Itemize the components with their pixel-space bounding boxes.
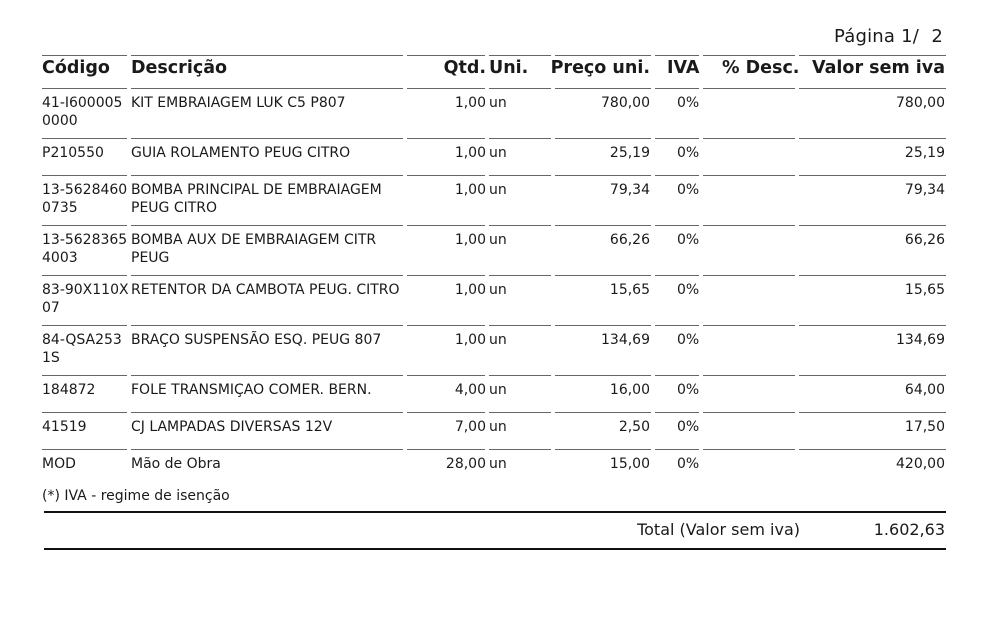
row-rule [42, 325, 127, 326]
header-unit: Uni. [489, 58, 529, 78]
cell-value: 79,34 [904, 182, 945, 198]
cell-unit-price: 134,69 [601, 332, 650, 348]
row-rule [131, 325, 403, 326]
cell-code: 41519 [42, 419, 87, 435]
cell-quantity: 1,00 [454, 95, 486, 111]
cell-quantity: 1,00 [454, 282, 486, 298]
row-rule [131, 225, 403, 226]
cell-value: 66,26 [904, 232, 945, 248]
row-rule [489, 449, 551, 450]
row-rule [42, 225, 127, 226]
row-rule [407, 225, 485, 226]
cell-value: 15,65 [904, 282, 945, 298]
header-rule [655, 88, 699, 89]
row-rule [42, 412, 127, 413]
row-rule [489, 275, 551, 276]
header-rule [407, 88, 485, 89]
header-code: Código [42, 58, 110, 78]
cell-quantity: 7,00 [454, 419, 486, 435]
cell-unit: un [489, 182, 507, 198]
page-current: 1/ [901, 26, 920, 47]
row-rule [131, 449, 403, 450]
header-rule [799, 88, 946, 89]
row-rule [703, 138, 795, 139]
cell-value: 780,00 [896, 95, 945, 111]
cell-unit-price: 79,34 [609, 182, 650, 198]
cell-code: P210550 [42, 145, 104, 161]
row-rule [489, 225, 551, 226]
cell-quantity: 1,00 [454, 182, 486, 198]
cell-iva: 0% [677, 95, 700, 111]
cell-quantity: 28,00 [445, 456, 486, 472]
row-rule [703, 375, 795, 376]
page-number [834, 26, 943, 47]
row-rule [655, 138, 699, 139]
cell-description: FOLE TRANSMIÇAO COMER. BERN. [131, 382, 372, 398]
cell-unit: un [489, 282, 507, 298]
row-rule [703, 275, 795, 276]
page-label: Página [834, 26, 896, 47]
row-rule [799, 275, 946, 276]
cell-iva: 0% [677, 332, 700, 348]
cell-iva: 0% [677, 145, 700, 161]
row-rule [655, 375, 699, 376]
cell-code: 13-5628460 0735 [42, 182, 128, 216]
row-rule [489, 325, 551, 326]
total-top-rule [44, 511, 946, 513]
row-rule [407, 412, 485, 413]
cell-unit: un [489, 382, 507, 398]
cell-quantity: 1,00 [454, 232, 486, 248]
row-rule [799, 175, 946, 176]
row-rule [42, 275, 127, 276]
header-rule [555, 88, 651, 89]
total-bottom-rule [44, 548, 946, 550]
iva-note: (*) IVA - regime de isenção [42, 488, 230, 504]
cell-iva: 0% [677, 232, 700, 248]
row-rule [555, 325, 651, 326]
header-rule [42, 88, 127, 89]
cell-description: CJ LAMPADAS DIVERSAS 12V [131, 419, 333, 435]
row-rule [131, 138, 403, 139]
row-rule [42, 449, 127, 450]
row-rule [703, 412, 795, 413]
header-rule [489, 88, 551, 89]
row-rule [799, 449, 946, 450]
cell-value: 64,00 [904, 382, 945, 398]
row-rule [655, 275, 699, 276]
cell-unit-price: 25,19 [609, 145, 650, 161]
cell-unit: un [489, 456, 507, 472]
row-rule [407, 325, 485, 326]
row-rule [555, 275, 651, 276]
row-rule [799, 375, 946, 376]
row-rule [489, 412, 551, 413]
cell-description: GUIA ROLAMENTO PEUG CITRO [131, 145, 351, 161]
cell-iva: 0% [677, 182, 700, 198]
header-quantity: Qtd. [443, 58, 486, 78]
row-rule [42, 375, 127, 376]
row-rule [799, 138, 946, 139]
cell-description: KIT EMBRAIAGEM LUK C5 P807 [131, 95, 346, 111]
cell-quantity: 4,00 [454, 382, 486, 398]
cell-code: MOD [42, 456, 76, 472]
row-rule [555, 412, 651, 413]
row-rule [555, 449, 651, 450]
cell-iva: 0% [677, 456, 700, 472]
row-rule [655, 325, 699, 326]
cell-unit-price: 2,50 [618, 419, 650, 435]
page-total: 2 [931, 26, 943, 47]
row-rule [799, 325, 946, 326]
row-rule [655, 225, 699, 226]
row-rule [703, 175, 795, 176]
row-rule [407, 138, 485, 139]
row-rule [655, 449, 699, 450]
row-rule [555, 175, 651, 176]
header-iva: IVA [667, 58, 700, 78]
row-rule [407, 175, 485, 176]
row-rule [799, 225, 946, 226]
cell-iva: 0% [677, 282, 700, 298]
row-rule [131, 375, 403, 376]
cell-unit-price: 15,65 [609, 282, 650, 298]
row-rule [131, 275, 403, 276]
cell-code: 41-I600005 0000 [42, 95, 123, 129]
cell-iva: 0% [677, 419, 700, 435]
cell-unit-price: 780,00 [601, 95, 650, 111]
header-discount: % Desc. [722, 58, 800, 78]
row-rule [131, 412, 403, 413]
header-rule [703, 88, 795, 89]
row-rule [131, 175, 403, 176]
cell-value: 25,19 [904, 145, 945, 161]
row-rule [407, 449, 485, 450]
row-rule [655, 175, 699, 176]
cell-iva: 0% [677, 382, 700, 398]
cell-description: BRAÇO SUSPENSÃO ESQ. PEUG 807 [131, 332, 382, 348]
cell-code: 184872 [42, 382, 96, 398]
header-unit-price: Preço uni. [550, 58, 650, 78]
cell-value: 17,50 [904, 419, 945, 435]
cell-unit-price: 16,00 [609, 382, 650, 398]
cell-unit-price: 66,26 [609, 232, 650, 248]
cell-code: 84-QSA253 1S [42, 332, 122, 366]
row-rule [489, 138, 551, 139]
cell-value: 420,00 [896, 456, 945, 472]
row-rule [703, 449, 795, 450]
cell-description: RETENTOR DA CAMBOTA PEUG. CITRO [131, 282, 400, 298]
cell-description: BOMBA AUX DE EMBRAIAGEM CITR PEUG [131, 232, 377, 266]
row-rule [42, 175, 127, 176]
row-rule [407, 375, 485, 376]
row-rule [407, 275, 485, 276]
cell-code: 83-90X110X 07 [42, 282, 129, 316]
cell-description: Mão de Obra [131, 456, 221, 472]
cell-quantity: 1,00 [454, 332, 486, 348]
total-value: 1.602,63 [873, 520, 945, 539]
cell-unit-price: 15,00 [609, 456, 650, 472]
cell-description: BOMBA PRINCIPAL DE EMBRAIAGEM PEUG CITRO [131, 182, 382, 216]
row-rule [555, 138, 651, 139]
total-label: Total (Valor sem iva) [637, 520, 800, 539]
row-rule [703, 325, 795, 326]
header-description: Descrição [131, 58, 228, 78]
row-rule [555, 225, 651, 226]
cell-unit: un [489, 332, 507, 348]
row-rule [799, 412, 946, 413]
row-rule [42, 138, 127, 139]
row-rule [655, 412, 699, 413]
row-rule [703, 225, 795, 226]
cell-unit: un [489, 95, 507, 111]
cell-quantity: 1,00 [454, 145, 486, 161]
cell-code: 13-5628365 4003 [42, 232, 128, 266]
header-rule [131, 88, 403, 89]
row-rule [489, 375, 551, 376]
row-rule [489, 175, 551, 176]
row-rule [555, 375, 651, 376]
cell-unit: un [489, 419, 507, 435]
cell-unit: un [489, 145, 507, 161]
cell-value: 134,69 [896, 332, 945, 348]
header-value: Valor sem iva [812, 58, 945, 78]
cell-unit: un [489, 232, 507, 248]
